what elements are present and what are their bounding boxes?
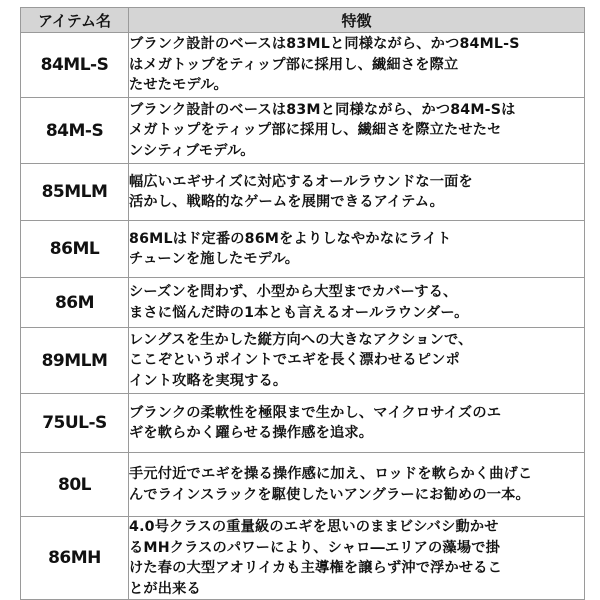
features-cell xyxy=(129,33,585,98)
features-line: 幅広いエギサイズに対応するオールラウンドな一面を xyxy=(129,173,473,190)
table-row xyxy=(21,328,585,394)
features-line: 活かし、戦略的なゲームを展開できるアイテム。 xyxy=(129,194,444,210)
features-line: けた春の大型アオリイカも主導権を譲らず沖で浮かせるこ xyxy=(129,560,503,576)
features-cell xyxy=(129,394,585,453)
table-row xyxy=(21,221,585,278)
features-line: ブランクの柔軟性を極限まで生かし、マイクロサイズのエ xyxy=(129,404,502,421)
features-cell xyxy=(129,453,585,517)
item-name-cell: 89MLM xyxy=(21,328,129,394)
features-line: メガトップをティップ部に採用し、繊細さを際立たせたセ xyxy=(129,122,502,139)
features-line: ブランク設計のベースは83Mと同様ながら、かつ84M-Sは xyxy=(129,101,516,118)
table-row xyxy=(21,33,585,98)
features-cell xyxy=(129,328,585,394)
features-line: とが出来る xyxy=(129,580,201,597)
header-features: 特徴 xyxy=(129,8,585,33)
features-line: ブランク設計のベースは83MLと同様ながら、かつ84ML-S xyxy=(129,36,520,53)
features-line: るMHクラスのパワーにより、シャロ―エリアの藻場で掛 xyxy=(129,539,500,556)
table-row xyxy=(21,98,585,164)
features-line: はメガトップをティップ部に採用し、繊細さを際立 xyxy=(129,56,459,73)
features-cell xyxy=(129,221,585,278)
item-name-cell: 75UL-S xyxy=(21,394,129,453)
item-name-cell: 80L xyxy=(21,453,129,517)
table-row xyxy=(21,517,585,600)
header-row xyxy=(21,8,585,33)
table-row xyxy=(21,453,585,517)
table-row xyxy=(21,278,585,328)
table-row xyxy=(21,394,585,453)
features-cell xyxy=(129,278,585,328)
table-row xyxy=(21,164,585,221)
rod-spec-table xyxy=(20,7,585,600)
features-line: ここぞというポイントでエギを長く漂わせるピンポ xyxy=(129,352,460,369)
features-line: 86MLはド定番の86Mをよりしなやかなにライト xyxy=(129,230,452,247)
features-line: 手元付近でエギを操る操作感に加え、ロッドを軟らかく曲げこ xyxy=(129,466,533,482)
item-name-cell: 84ML-S xyxy=(21,33,129,98)
item-name-cell: 86M xyxy=(21,278,129,328)
item-name-cell: 86ML xyxy=(21,221,129,278)
item-name-cell: 86MH xyxy=(21,517,129,600)
features-line: レングスを生かした縦方向への大きなアクションで、 xyxy=(129,331,473,348)
features-cell xyxy=(129,98,585,164)
features-line: 4.0号クラスの重量級のエギを思いのままビシバシ動かせ xyxy=(129,519,499,535)
features-line: ギを軟らかく躍らせる操作感を追求。 xyxy=(129,425,374,441)
features-line: ンシティブモデル。 xyxy=(129,142,255,159)
item-name-cell: 85MLM xyxy=(21,164,129,221)
features-line: チューンを施したモデル。 xyxy=(129,251,300,267)
features-line: イント攻略を実現する。 xyxy=(129,372,288,389)
item-name-cell: 84M-S xyxy=(21,98,129,164)
features-line: たせたモデル。 xyxy=(129,77,228,94)
features-cell xyxy=(129,164,585,221)
header-item-name: アイテム名 xyxy=(21,8,129,33)
features-line: シーズンを問わず、小型から大型までカバーする、 xyxy=(129,284,458,300)
features-line: んでラインスラックを駆使したいアングラーにお勧めの一本。 xyxy=(129,486,530,503)
features-line: まさに悩んだ時の1本とも言えるオールラウンダー。 xyxy=(129,304,469,321)
features-cell xyxy=(129,517,585,600)
